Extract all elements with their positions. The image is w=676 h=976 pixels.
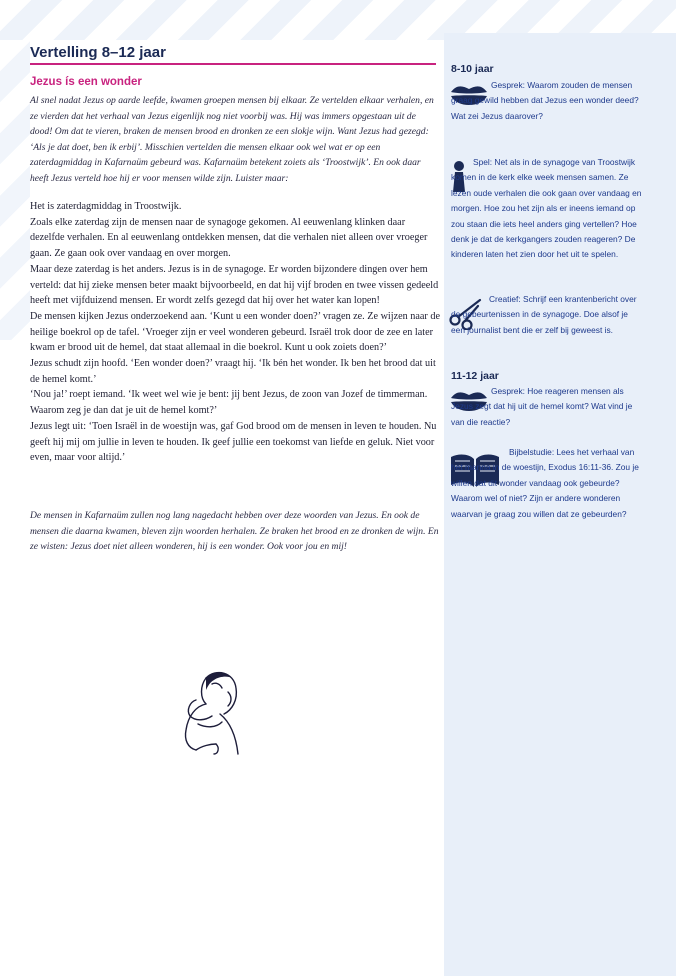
story-paragraph: ‘Nou ja!’ roept iemand. ‘Ik weet wel wie je bent: jij bent Jezus, de zoon van Jozef de timmerman. Waarom zeg je dan dat je uit de hemel komt?’ xyxy=(30,389,428,417)
gesprek-11-12: Gesprek: Hoe reageren mensen als Jezus zegt dat hij uit de hemel komt? Wat vind je van die reactie? xyxy=(451,386,633,427)
story-paragraph: De mensen kijken Jezus onderzoekend aan. ‘Kunt u een wonder doen?’ vragen ze. Ze wijzen naar de heilige boekrol op de tafel. ‘Vroeger zijn er veel wonderen gebeurd. Israël trok door de zee en later kwam er brood uit de hemel, dat staat allemaal in die boekrol. Kunt u ook zoiets doen?’ xyxy=(30,310,440,354)
story-paragraph: Zoals elke zaterdag zijn de mensen naar de synagoge gekomen. Al eeuwenlang klinken daar dezelfde verhalen. En al eeuwenlang ontdekken mensen, dat die verhalen niet alleen over vroeger gaan. Ze gaan ook over vandaag en over morgen. xyxy=(30,216,428,260)
page-title: Vertelling 8–12 jaar xyxy=(30,44,166,61)
bijbelstudie-11-12: Bijbelstudie: Lees het verhaal van het manna in de woestijn, Exodus 16:11-36. Zou je willen dat dit wonder vandaag ook gebeurde? Waarom wel of niet? Zijn er andere wonderen waarvan je graag zou willen dat ze gebeurden? xyxy=(451,447,639,519)
outro-text: De mensen in Kafarnaüm zullen nog lang nagedacht hebben over deze woorden van Jezus. En ook de mensen die daarna kwamen, bleven zijn woorden herhalen. Ze braken het brood en ze dronken de wijn. En ze wisten: Jezus doet niet alleen wonderen, hij is een wonder. Ook voor jou en mij! xyxy=(30,510,439,552)
gesprek-8-10: Gesprek: Waarom zouden de mensen graag gewild hebben dat Jezus een wonder deed? Wat zei Jezus daarover? xyxy=(451,80,639,121)
spel-8-10: Spel: Net als in de synagoge van Troostwijk komen in de kerk elke week mensen samen. Ze lezen oude verhalen die ook gaan over vandaag en morgen. Hoe zou het zijn als er ineens iemand op zou staan die iets heel anders ging vertellen? Hoe denk je dat de kerkgangers zouden reageren? De kinderen laten het zien door het uit te spelen. xyxy=(451,157,642,260)
age-heading-11-12: 11-12 jaar xyxy=(451,370,499,382)
story-subtitle: Jezus ís een wonder xyxy=(30,76,142,88)
age-heading-8-10: 8-10 jaar xyxy=(451,63,494,75)
story-body xyxy=(30,199,442,466)
story-paragraph: Jezus schudt zijn hoofd. ‘Een wonder doen?’ vraagt hij. ‘Ik bén het wonder. Ik ben het brood dat uit de hemel komt.’ xyxy=(30,358,436,385)
story-paragraph: Jezus legt uit: ‘Toen Israël in de woestijn was, gaf God brood om de mensen in leven te houden. Nu geeft hij mij om jullie in leven te houden. Ik geef jullie een toekomst van liefde en geluk. Niet voor even, maar voor altijd.’ xyxy=(30,420,437,464)
story-paragraph: Maar deze zaterdag is het anders. Jezus is in de synagoge. Er worden bijzondere dingen over hem verteld: dat hij zieke mensen beter maakt bijvoorbeeld, en dat hij vijf broden en twee vissen gedeeld heeft met vijfduizend mensen. Er wordt zelfs gezegd dat hij over het water kan lopen! xyxy=(30,263,439,307)
story-paragraph: Het is zaterdagmiddag in Troostwijk. xyxy=(30,201,182,212)
creatief-8-10: Creatief: Schrijf een krantenbericht over de gebeurtenissen in de synagoge. Doe alsof je een journalist bent die er zelf bij geweest is. xyxy=(451,294,637,335)
left-stripes xyxy=(0,40,30,340)
title-rule xyxy=(30,63,436,65)
main-column xyxy=(30,44,438,65)
embrace-illustration xyxy=(176,670,258,756)
intro-text: Al snel nadat Jezus op aarde leefde, kwamen groepen mensen bij elkaar. Ze vertelden elkaar verhalen, en ze vierden dat het verhaal van Jezus eigenlijk nog niet voorbij was. Hij was immers opgestaan uit de dood! Om dat te vieren, braken de mensen brood en dronken ze een slokje wijn. Want Jezus had gezegd: ‘Als je dat doet, ben ik erbij’. Misschien vertelden die mensen elkaar ook wel wat er op een zaterdagmiddag in Kafarnaüm gebeurd was. Kafarnaüm betekent zoiets als ‘Troostwijk’. En ook daar heeft Jezus verteld hoe hij er voor mensen wilde zijn. Luister maar: xyxy=(30,95,434,184)
